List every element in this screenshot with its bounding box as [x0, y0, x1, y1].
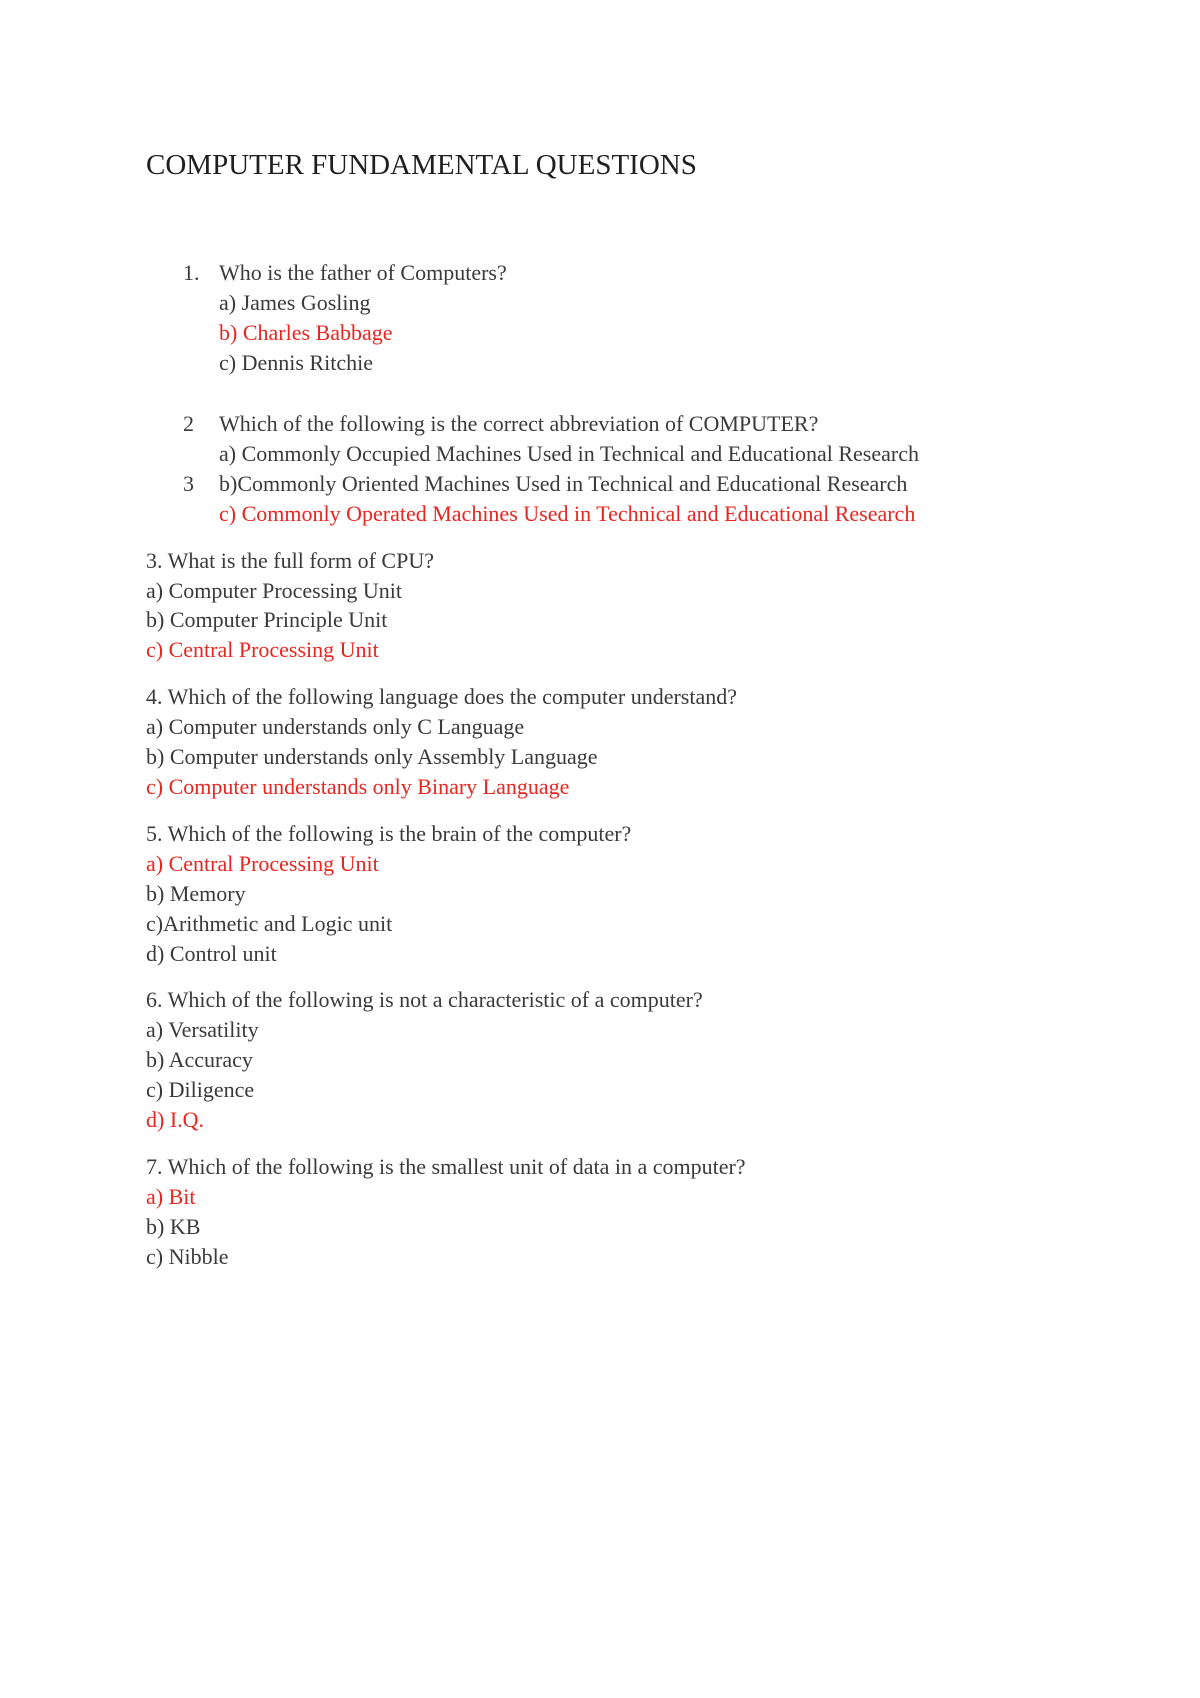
question-5-text: 5. Which of the following is the brain of the computer?	[146, 821, 632, 846]
question-4-text: 4. Which of the following language does the computer understand?	[146, 684, 737, 709]
question-2-number: 2	[183, 411, 194, 436]
page-title: COMPUTER FUNDAMENTAL QUESTIONS	[146, 149, 697, 181]
question-1-number: 1.	[183, 260, 200, 285]
question-5-option-a-answer: a) Central Processing Unit	[146, 851, 379, 876]
question-4-option-a: a) Computer understands only C Language	[146, 714, 525, 739]
question-7-option-a-answer: a) Bit	[146, 1184, 196, 1209]
question-1-option-b-answer: b) Charles Babbage	[219, 320, 393, 345]
question-2-stray-number: 3	[183, 471, 194, 496]
question-2-option-b: b)Commonly Oriented Machines Used in Technical and Educational Research	[219, 471, 908, 496]
question-5-option-d: d) Control unit	[146, 941, 277, 966]
question-4-option-b: b) Computer understands only Assembly Language	[146, 744, 598, 769]
question-5-option-b: b) Memory	[146, 881, 246, 906]
question-1-option-c: c) Dennis Ritchie	[219, 350, 373, 375]
question-2-text: Which of the following is the correct abbreviation of COMPUTER?	[219, 411, 819, 436]
question-6-text: 6. Which of the following is not a characteristic of a computer?	[146, 987, 703, 1012]
question-3-option-a: a) Computer Processing Unit	[146, 578, 403, 603]
question-7-text: 7. Which of the following is the smallest unit of data in a computer?	[146, 1154, 746, 1179]
question-7-option-c: c) Nibble	[146, 1244, 229, 1269]
question-6-option-d-answer: d) I.Q.	[146, 1107, 205, 1132]
question-2-option-c-answer: c) Commonly Operated Machines Used in Technical and Educational Research	[219, 501, 916, 526]
question-3-option-c-answer: c) Central Processing Unit	[146, 637, 379, 662]
question-1-text: Who is the father of Computers?	[219, 260, 507, 285]
question-6-option-c: c) Diligence	[146, 1077, 255, 1102]
question-2-option-a: a) Commonly Occupied Machines Used in Technical and Educational Research	[219, 441, 919, 466]
question-4-option-c-answer: c) Computer understands only Binary Language	[146, 774, 570, 799]
question-6-option-b: b) Accuracy	[146, 1047, 253, 1072]
question-3-option-b: b) Computer Principle Unit	[146, 607, 388, 632]
question-7-option-b: b) KB	[146, 1214, 201, 1239]
question-6-option-a: a) Versatility	[146, 1017, 259, 1042]
question-3-text: 3. What is the full form of CPU?	[146, 548, 434, 573]
question-1-option-a: a) James Gosling	[219, 290, 371, 315]
question-5-option-c: c)Arithmetic and Logic unit	[146, 911, 393, 936]
